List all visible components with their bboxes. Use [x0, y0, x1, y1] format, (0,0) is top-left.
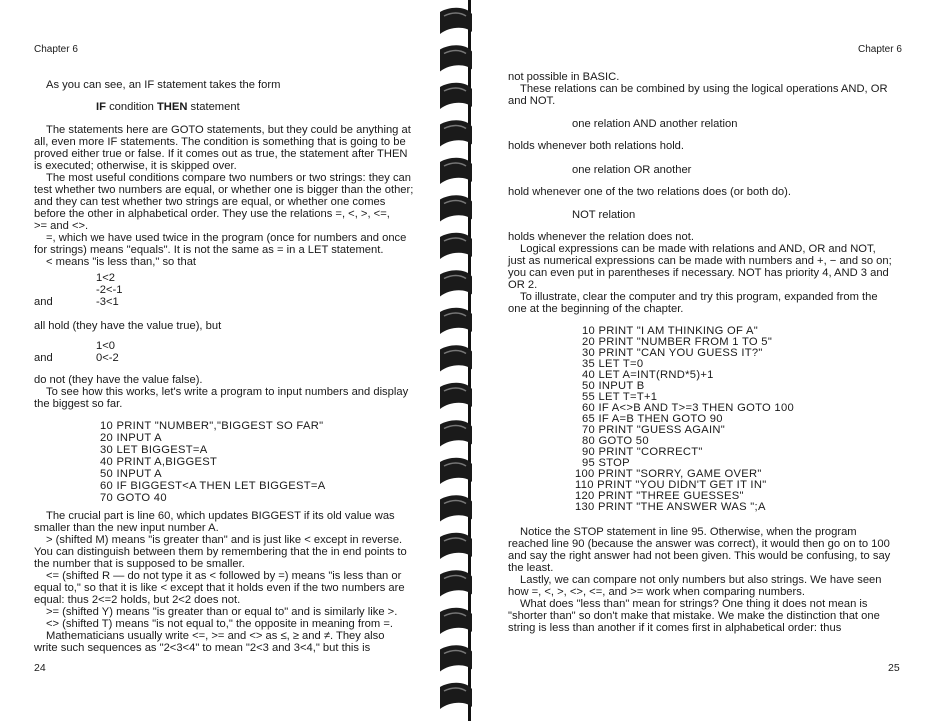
example-and: and: [34, 352, 53, 364]
text-line: To see how this works, let's write a program to input numbers and display: [46, 386, 409, 398]
binding-coil: [440, 158, 472, 184]
text-line: the biggest so far.: [34, 398, 123, 410]
text-line: Lastly, we can compare not only numbers but also strings. We have seen: [520, 574, 882, 586]
code-line: 70 PRINT "GUESS AGAIN": [582, 424, 726, 436]
binding-coil: [440, 495, 472, 521]
binding-coil: [440, 533, 472, 559]
text-line: =, which we have used twice in the program (once for numbers and once: [46, 232, 407, 244]
text-line: OR 2.: [508, 279, 538, 291]
text-line: These relations can be combined by using the logical operations AND, OR: [520, 83, 888, 95]
if-keyword: IF: [96, 101, 106, 113]
code-line: 90 PRINT "CORRECT": [582, 446, 703, 458]
code-line: 20 PRINT "NUMBER FROM 1 TO 5": [582, 336, 773, 348]
text-line: > (shifted M) means "is greater than" and is just like < except in reverse.: [46, 534, 403, 546]
right-page: [470, 0, 940, 721]
if-form-line: [96, 101, 240, 114]
text-line: To illustrate, clear the computer and try this program, expanded from the: [520, 291, 878, 303]
text-line: do not (they have the value false).: [34, 374, 203, 386]
example-expr: 1<2: [96, 272, 115, 284]
text-line: just as numerical expressions can be made with numbers and +, − and so on;: [508, 255, 892, 267]
then-keyword: THEN: [156, 101, 188, 113]
text-line: holds whenever both relations hold.: [508, 140, 685, 152]
binding-coil: [440, 83, 472, 109]
text-line: you can even put in parentheses if necessary. NOT has priority 4, AND 3 and: [508, 267, 889, 279]
code-line: 60 IF BIGGEST<A THEN LET BIGGEST=A: [100, 480, 326, 492]
code-line: 10 PRINT "I AM THINKING OF A": [582, 325, 758, 337]
text-line: proved either true or false. If it comes out as true, the statement after THEN: [34, 148, 408, 160]
binding-coil: [440, 645, 472, 671]
example-expr: -3<1: [96, 296, 119, 308]
code-line: 40 LET A=INT(RND*5)+1: [582, 369, 714, 381]
text-line: and they can test whether two strings are equal, or whether one comes: [34, 196, 386, 208]
text-line: all, even more IF statements. The condition is something that is going to be: [34, 136, 406, 148]
text-line: string is less than another if it comes first in alphabetical order: thus: [508, 622, 842, 634]
code-line: 120 PRINT "THREE GUESSES": [575, 490, 744, 502]
statement-word: statement: [190, 101, 240, 113]
binding-coil: [440, 345, 472, 371]
text-line: for strings) means "equals". It is not the same as = in a LET statement.: [34, 244, 384, 256]
code-line: 35 LET T=0: [582, 358, 644, 370]
text-line: smaller than the new input number A.: [34, 522, 219, 534]
text-line: < means "is less than," so that: [46, 256, 197, 268]
code-line: 50 INPUT A: [100, 468, 162, 480]
binding-coil: [440, 383, 472, 409]
text-line: You can distinguish between them by remembering that the in end points to: [34, 546, 407, 558]
and-form-line: one relation AND another relation: [572, 118, 738, 130]
binding-coil: [440, 120, 472, 146]
code-line: 60 IF A<>B AND T>=3 THEN GOTO 100: [582, 402, 794, 414]
text-line: equal to," so that it is like < except that it holds even if the two numbers are: [34, 582, 405, 594]
text-line: test whether two numbers are equal, or whether one is bigger than the other;: [34, 184, 414, 196]
text-line: >= and <>.: [34, 220, 89, 232]
code-line: 40 PRINT A,BIGGEST: [100, 456, 218, 468]
binding-coil: [440, 8, 472, 34]
left-page: [0, 0, 440, 721]
binding-coil: [440, 570, 472, 596]
text-line: not possible in BASIC.: [508, 71, 620, 83]
text-line: Mathematicians usually write <=, >= and <> as ≤, ≥ and ≠. They also: [46, 630, 385, 642]
code-line: 20 INPUT A: [100, 432, 162, 444]
text-line: the least.: [508, 562, 554, 574]
text-line: What does "less than" mean for strings? One thing it does not mean is: [520, 598, 868, 610]
code-line: 100 PRINT "SORRY, GAME OVER": [575, 468, 762, 480]
code-line: 65 IF A=B THEN GOTO 90: [582, 413, 723, 425]
text-line: "shorter than" so don't make that mistake. We make the distinction that one: [508, 610, 880, 622]
left-chapter-header: Chapter 6: [34, 44, 78, 55]
example-expr: -2<-1: [96, 284, 123, 296]
text-line: The statements here are GOTO statements, but they could be anything at: [46, 124, 411, 136]
text-line: all hold (they have the value true), but: [34, 320, 222, 332]
binding-coil: [440, 683, 472, 709]
text-line: Logical expressions can be made with relations and AND, OR and NOT,: [520, 243, 876, 255]
right-page-number: 25: [888, 662, 900, 674]
not-form-line: NOT relation: [572, 209, 636, 221]
code-line: 50 INPUT B: [582, 380, 645, 392]
code-line: 95 STOP: [582, 457, 630, 469]
text-line: and NOT.: [508, 95, 556, 107]
code-line: 130 PRINT "THE ANSWER WAS ";A: [575, 501, 766, 513]
text-line: holds whenever the relation does not.: [508, 231, 694, 243]
right-chapter-header: Chapter 6: [858, 44, 902, 55]
example-expr: 1<0: [96, 340, 115, 352]
text-line: >= (shifted Y) means "is greater than or equal to" and is similarly like >.: [46, 606, 398, 618]
code-line: 10 PRINT "NUMBER","BIGGEST SO FAR": [100, 420, 324, 432]
binding-coil: [440, 45, 472, 71]
binding-coil: [440, 195, 472, 221]
or-form-line: one relation OR another: [572, 164, 692, 176]
text-line: Notice the STOP statement in line 95. Otherwise, when the program: [520, 526, 857, 538]
code-line: 110 PRINT "YOU DIDN'T GET IT IN": [575, 479, 767, 491]
binding-coil: [440, 420, 472, 446]
text-line: hold whenever one of the two relations does (or both do).: [508, 186, 791, 198]
text-line: equal: thus 2<=2 holds, but 2<2 does not.: [34, 594, 241, 606]
code-line: 30 LET BIGGEST=A: [100, 444, 208, 456]
binding-coil: [440, 608, 472, 634]
text-line: write such sequences as "2<3<4" to mean "2<3 and 3<4," but this is: [34, 642, 371, 654]
example-and: and: [34, 296, 53, 308]
text-line: The crucial part is line 60, which updates BIGGEST if its old value was: [46, 510, 395, 522]
binding-coil: [440, 308, 472, 334]
text-line: reached line 90 (because the answer was correct), it would then go on to 100: [508, 538, 890, 550]
code-line: 80 GOTO 50: [582, 435, 649, 447]
left-page-number: 24: [34, 662, 46, 674]
text-line: <= (shifted R — do not type it as < followed by =) means "is less than or: [46, 570, 402, 582]
left-para-intro: As you can see, an IF statement takes the form: [46, 79, 281, 91]
code-line: 30 PRINT "CAN YOU GUESS IT?": [582, 347, 763, 359]
binding-coil: [440, 270, 472, 296]
text-line: the number that is supposed to be smaller.: [34, 558, 245, 570]
code-line: 55 LET T=T+1: [582, 391, 658, 403]
text-line: and say the right answer had not been given. This would be confusing, to say: [508, 550, 891, 562]
example-expr: 0<-2: [96, 352, 119, 364]
binding-coil: [440, 233, 472, 259]
text-line: how =, <, >, <>, <=, and >= work when comparing numbers.: [508, 586, 805, 598]
text-line: <> (shifted T) means "is not equal to," the opposite in meaning from =.: [46, 618, 393, 630]
text-line: before the other in alphabetical order. They use the relations =, <, >, <=,: [34, 208, 390, 220]
text-line: one at the beginning of the chapter.: [508, 303, 684, 315]
text-line: is executed; otherwise, it is skipped over.: [34, 160, 237, 172]
code-line: 70 GOTO 40: [100, 492, 167, 504]
text-line: The most useful conditions compare two numbers or two strings: they can: [46, 172, 412, 184]
condition-word: condition: [109, 101, 154, 113]
binding-coil: [440, 458, 472, 484]
